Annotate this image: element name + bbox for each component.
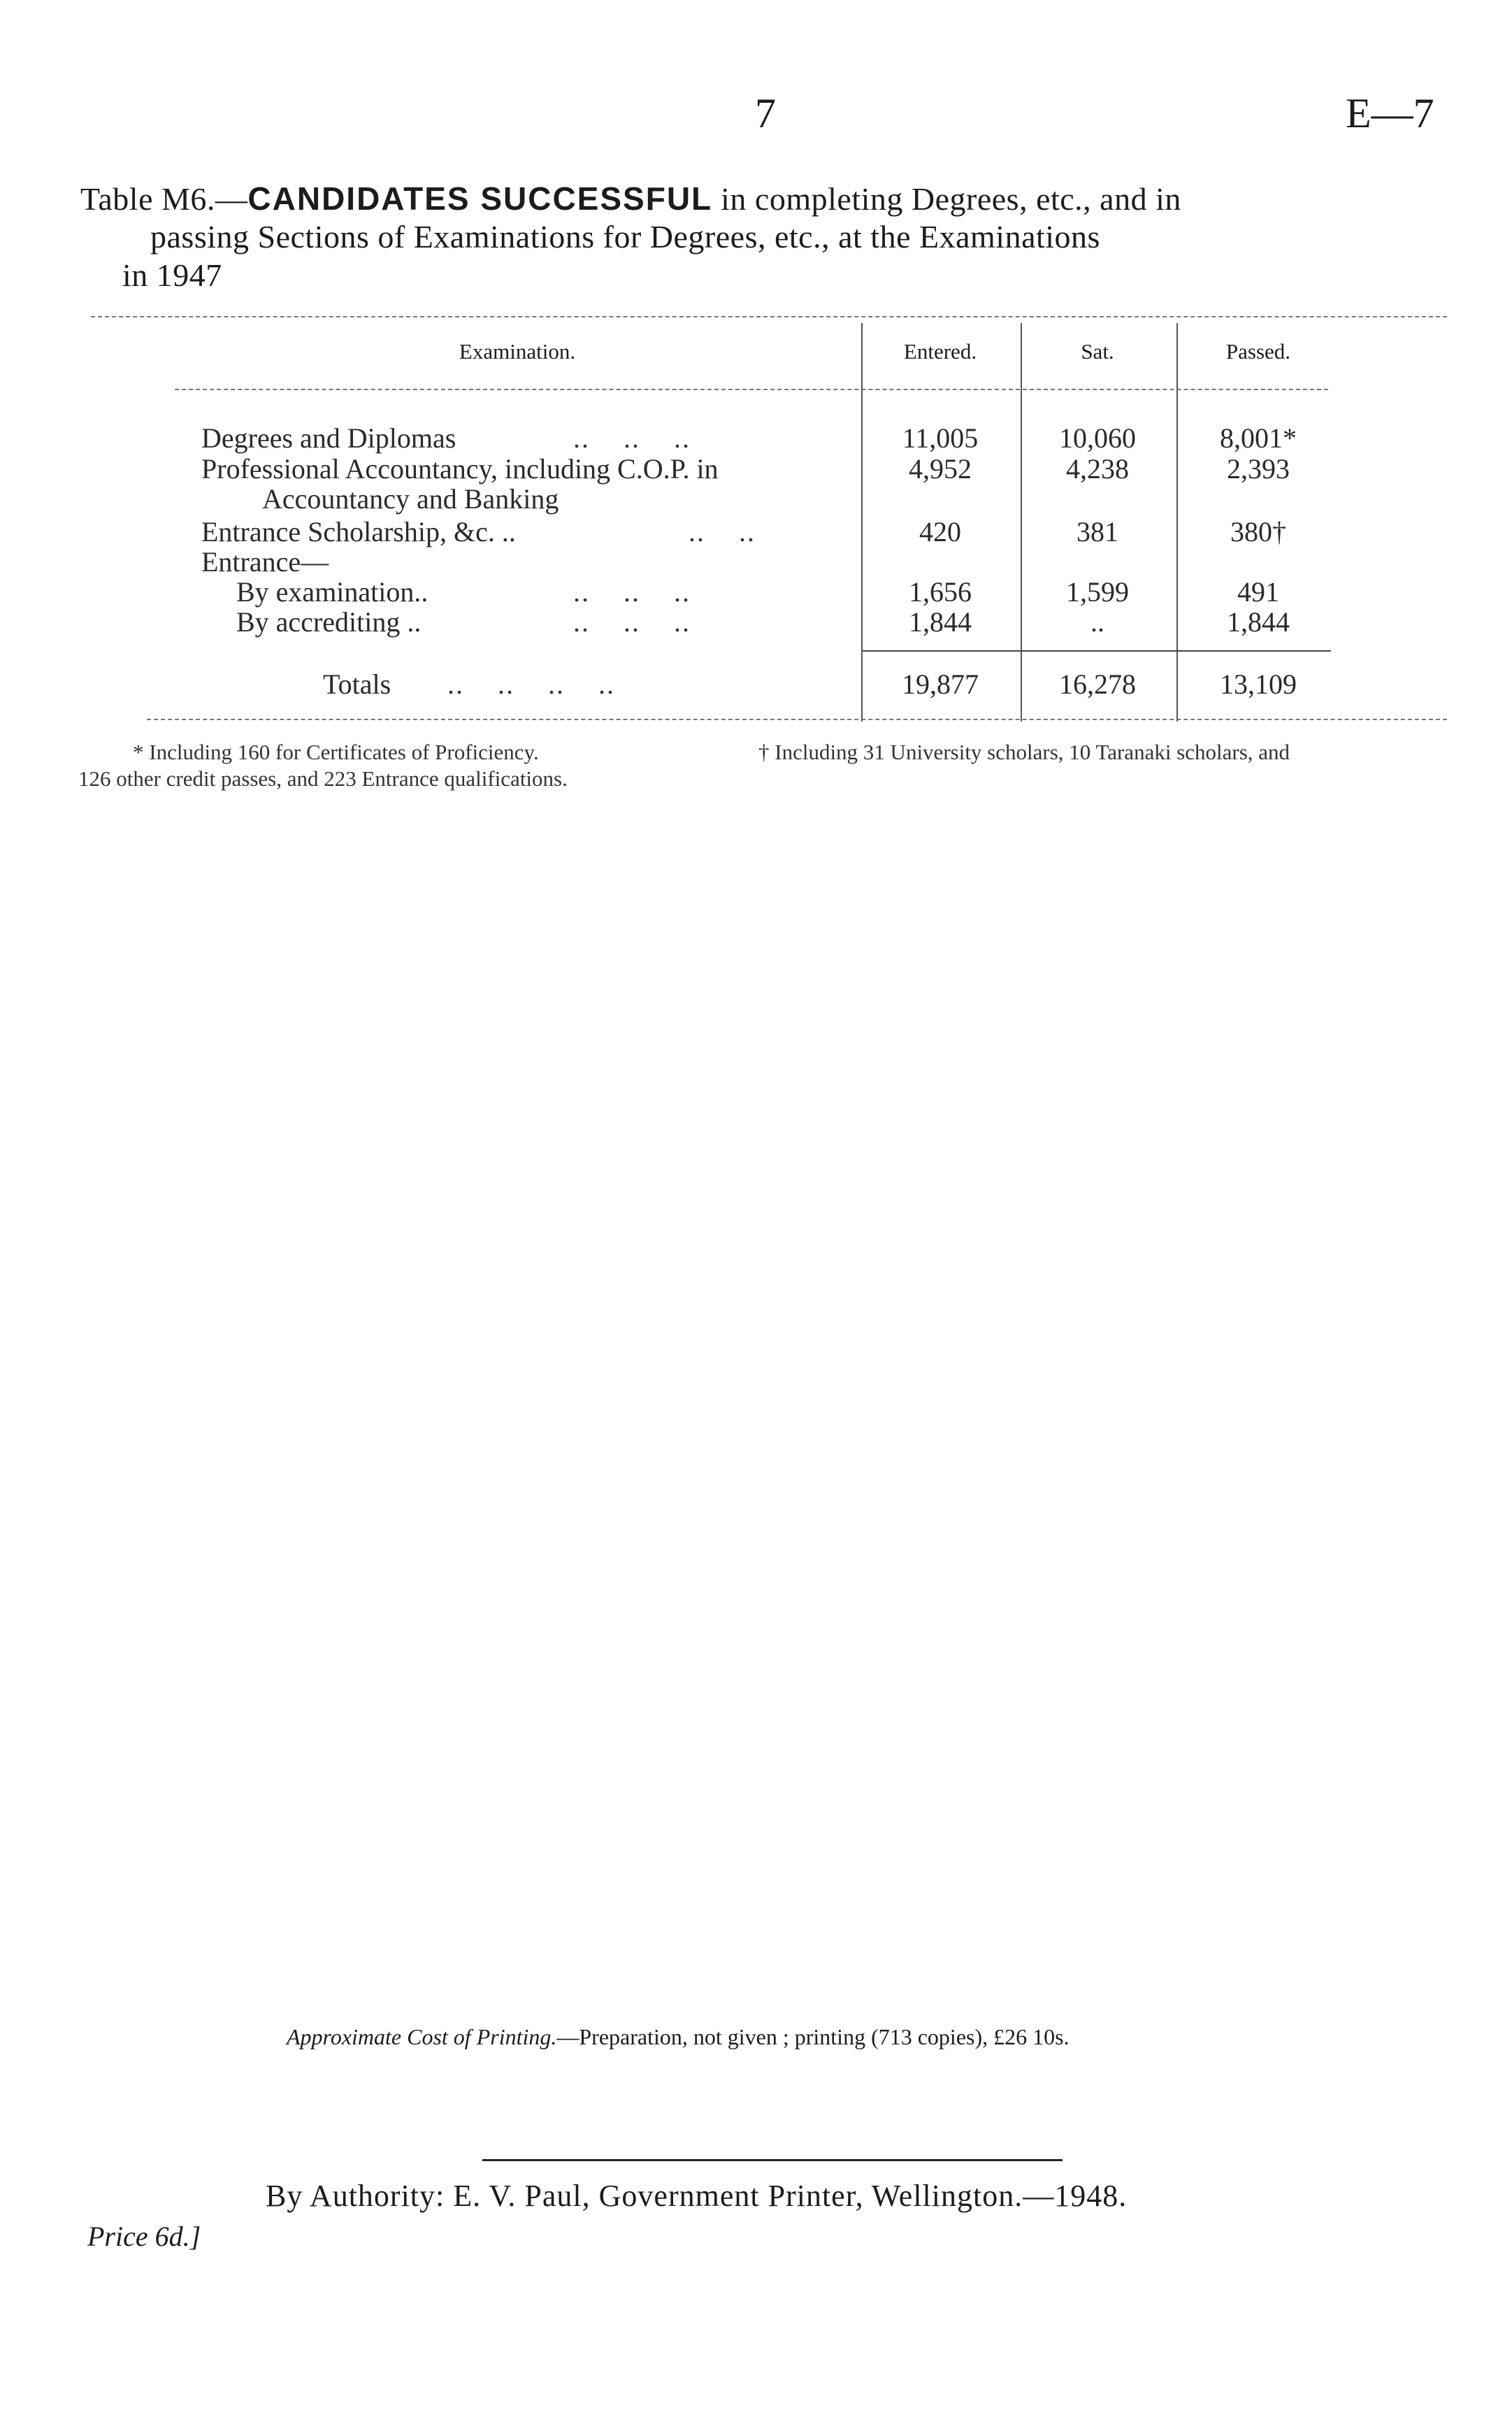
- table-header-rule: [175, 389, 1328, 390]
- column-header-passed: Passed.: [1225, 339, 1291, 364]
- row-label: By examination..: [236, 576, 429, 608]
- printing-cost-note: [287, 2024, 1070, 2050]
- row-leader-dots: .. .. ..: [573, 606, 691, 638]
- table-top-rule: [91, 316, 1447, 317]
- printing-cost-label: Approximate Cost of Printing.: [287, 2024, 557, 2049]
- total-sat: 16,278: [1059, 668, 1136, 700]
- table-title-line-3: in 1947: [122, 257, 222, 293]
- row-label-continuation: Accountancy and Banking: [262, 483, 559, 515]
- cell-passed: 2,393: [1227, 453, 1290, 485]
- footnote-dagger-line-2: 126 other credit passes, and 223 Entrance qualifications.: [78, 766, 568, 791]
- column-header-entered: Entered.: [903, 339, 977, 364]
- cell-sat: ..: [1090, 606, 1104, 638]
- authority-rule: [482, 2159, 1063, 2161]
- page-number: 7: [755, 90, 776, 136]
- cell-sat: 4,238: [1066, 453, 1129, 485]
- cell-passed: 1,844: [1227, 606, 1290, 638]
- totals-rule: [863, 650, 1331, 652]
- row-leader-dots: .. .. ..: [573, 422, 691, 454]
- totals-leader-dots: .. .. .. ..: [447, 668, 615, 700]
- cell-sat: 381: [1077, 516, 1118, 547]
- total-entered: 19,877: [902, 668, 979, 700]
- column-divider-1: [861, 323, 863, 722]
- cell-entered: 11,005: [902, 422, 979, 454]
- row-leader-dots: .. .. ..: [573, 576, 691, 608]
- table-title-rest: in completing Degrees, etc., and in: [712, 181, 1181, 217]
- row-label: Entrance Scholarship, &c. ..: [201, 516, 516, 547]
- footnote-dagger-line-1: † Including 31 University scholars, 10 Taranaki scholars, and: [758, 740, 1290, 764]
- cell-passed: 8,001*: [1220, 422, 1297, 454]
- totals-label: Totals: [323, 668, 391, 700]
- total-passed: 13,109: [1220, 668, 1297, 700]
- row-leader-dots: .. ..: [689, 516, 756, 547]
- table-bottom-rule: [147, 719, 1447, 720]
- column-header-examination: Examination.: [459, 339, 576, 364]
- cell-entered: 1,844: [909, 606, 972, 638]
- row-label: Professional Accountancy, including C.O.P. in: [201, 453, 719, 485]
- footnote-star: * Including 160 for Certificates of Proficiency.: [133, 740, 539, 764]
- table-title-line-2: passing Sections of Examinations for Degrees, etc., at the Examinations: [150, 219, 1100, 255]
- cell-entered: 1,656: [909, 576, 972, 608]
- cell-passed: 491: [1237, 576, 1279, 608]
- row-label: By accrediting ..: [236, 606, 422, 638]
- table-title-bold: CANDIDATES SUCCESSFUL: [247, 180, 713, 217]
- cell-entered: 4,952: [909, 453, 972, 485]
- printer-authority: By Authority: E. V. Paul, Government Printer, Wellington.—1948.: [266, 2179, 1128, 2213]
- cell-sat: 1,599: [1066, 576, 1129, 608]
- table-title-line-1: [80, 180, 1181, 217]
- cell-sat: 10,060: [1059, 422, 1136, 454]
- column-divider-3: [1176, 323, 1178, 722]
- cell-entered: 420: [919, 516, 961, 547]
- column-divider-2: [1021, 323, 1022, 722]
- section-code: E—7: [1346, 90, 1434, 136]
- price: Price 6d.]: [87, 2221, 201, 2252]
- row-label: Entrance—: [201, 546, 329, 578]
- row-label: Degrees and Diplomas: [201, 422, 456, 454]
- printing-cost-text: —Preparation, not given ; printing (713 copies), £26 10s.: [556, 2024, 1070, 2049]
- cell-passed: 380†: [1230, 516, 1286, 547]
- column-header-sat: Sat.: [1081, 339, 1114, 364]
- table-title-prefix: Table M6.—: [80, 181, 248, 217]
